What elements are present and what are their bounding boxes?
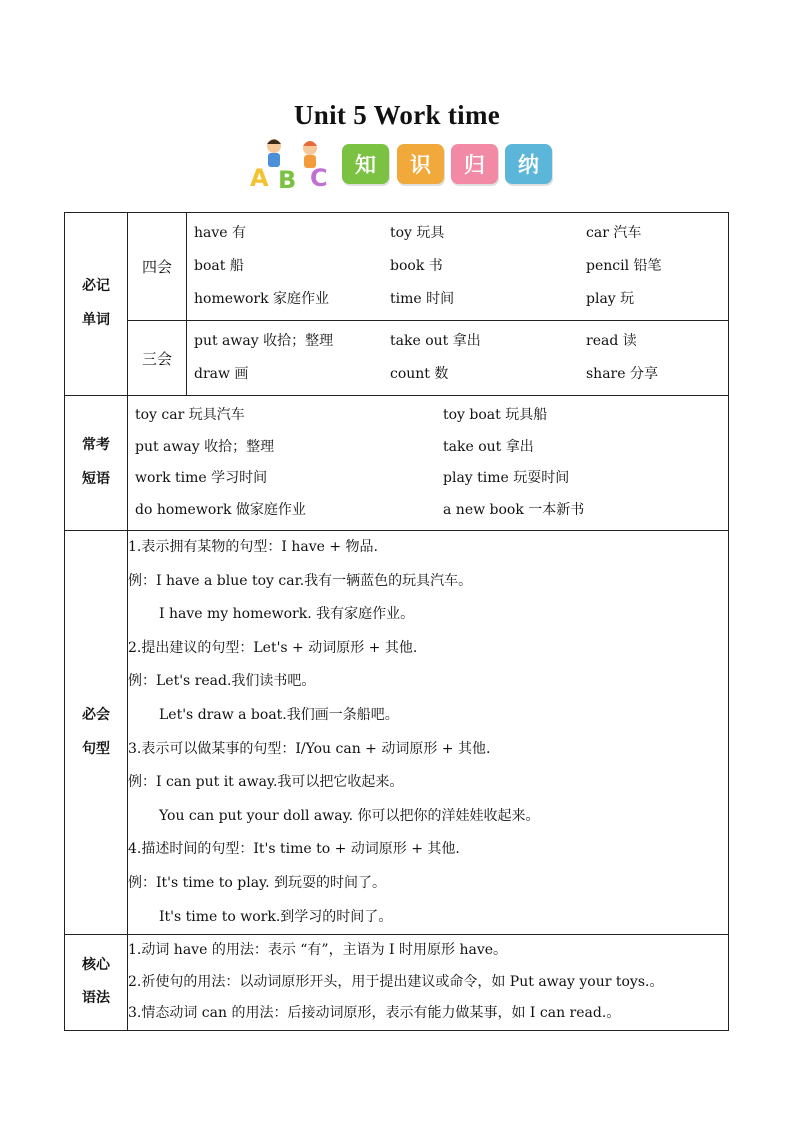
grammar-line: 1.动词 have 的用法：表示 “有”，主语为 I 时用原形 have。: [128, 942, 508, 959]
words-row-four-skill: [65, 213, 729, 321]
sentence-line: It's time to work.到学习的时间了。: [159, 908, 393, 925]
word-grid-three-skill: [187, 321, 729, 396]
words-label-line2: 单词: [82, 312, 110, 328]
sentences-row: [65, 531, 729, 935]
sentence-line: 2.提出建议的句型：Let's + 动词原形 + 其他.: [128, 639, 418, 656]
grammar-line: 3.情态动词 can 的用法：后接动词原形，表示有能力做某事，如 I can read.。: [128, 1005, 621, 1022]
word-cell: play 玩: [586, 291, 635, 307]
grammar-category-label: [65, 935, 128, 1031]
words-category-label: [65, 213, 128, 396]
svg-text:C: C: [310, 164, 328, 190]
word-cell: have 有: [194, 225, 247, 241]
grammar-label-line2: 语法: [82, 990, 110, 1007]
sentence-line: 4.描述时间的句型：It's time to + 动词原形 + 其他.: [128, 841, 460, 858]
sentence-list: [128, 531, 729, 935]
sentence-line: I have my homework. 我有家庭作业。: [159, 606, 415, 623]
words-label-line1: 必记: [82, 278, 110, 295]
abc-kids-illustration: [248, 136, 340, 190]
phrase-cell: play time 玩耍时间: [443, 470, 570, 486]
word-cell: pencil 铅笔: [586, 258, 662, 274]
word-cell: put away 收拾；整理: [194, 333, 334, 349]
grammar-row: [65, 935, 729, 1031]
word-cell: share 分享: [586, 366, 658, 382]
banner-tile-3: 归: [451, 144, 498, 184]
word-cell: homework 家庭作业: [194, 291, 330, 307]
word-cell: time 时间: [390, 291, 455, 307]
sentences-label-line1: 必会: [82, 706, 110, 723]
knowledge-summary-banner: [248, 136, 558, 190]
phrase-cell: a new book 一本新书: [443, 501, 585, 518]
group-label-three-skill: 三会: [128, 321, 187, 396]
word-cell: read 读: [586, 333, 637, 349]
sentences-label-line2: 句型: [82, 740, 110, 757]
sentence-line: You can put your doll away. 你可以把你的洋娃娃收起来。: [159, 807, 540, 824]
banner-tile-1: 知: [342, 144, 389, 184]
grammar-label-line1: 核心: [82, 956, 110, 973]
svg-text:A: A: [250, 164, 269, 190]
phrases-label-line2: 短语: [82, 471, 110, 487]
summary-table: [64, 212, 729, 1031]
phrase-cell: work time 学习时间: [135, 470, 268, 486]
phrase-cell: do homework 做家庭作业: [135, 501, 306, 518]
phrase-cell: put away 收拾；整理: [135, 438, 275, 455]
word-grid-four-skill: [187, 213, 729, 321]
sentence-line: 例：I can put it away.我可以把它收起来。: [128, 774, 404, 791]
page-title: Unit 5 Work time: [293, 100, 501, 130]
word-cell: car 汽车: [586, 225, 642, 241]
sentence-line: 例：Let's read.我们读书吧。: [128, 673, 316, 690]
sentence-line: 1.表示拥有某物的句型：I have + 物品.: [128, 539, 378, 555]
word-cell: count 数: [390, 366, 449, 382]
sentence-line: Let's draw a boat.我们画一条船吧。: [159, 706, 399, 723]
phrases-row: [65, 396, 729, 531]
phrase-cell: toy car 玩具汽车: [135, 407, 245, 423]
word-cell: toy 玩具: [390, 225, 445, 241]
sentence-line: 3.表示可以做某事的句型：I/You can + 动词原形 + 其他.: [128, 740, 491, 757]
grammar-line: 2.祈使句的用法：以动词原形开头，用于提出建议或命令，如 Put away your toys.。: [128, 973, 664, 990]
sentence-line: 例：It's time to play. 到玩耍的时间了。: [128, 874, 386, 891]
phrases-label-line1: 常考: [82, 437, 110, 454]
phrase-grid: [128, 396, 729, 531]
word-cell: draw 画: [194, 366, 249, 382]
word-cell: boat 船: [194, 258, 244, 274]
word-cell: take out 拿出: [390, 333, 481, 349]
group-label-four-skill: 四会: [128, 213, 187, 321]
grammar-list: [128, 935, 729, 1031]
sentences-category-label: [65, 531, 128, 935]
svg-text:B: B: [278, 166, 297, 190]
sentence-line: 例：I have a blue toy car.我有一辆蓝色的玩具汽车。: [128, 572, 473, 589]
word-cell: book 书: [390, 258, 443, 274]
phrase-cell: toy boat 玩具船: [443, 407, 548, 423]
phrases-category-label: [65, 396, 128, 531]
phrase-cell: take out 拿出: [443, 438, 534, 455]
banner-tile-4: 纳: [505, 144, 552, 184]
banner-tile-2: 识: [397, 144, 444, 184]
words-row-three-skill: [65, 321, 729, 396]
